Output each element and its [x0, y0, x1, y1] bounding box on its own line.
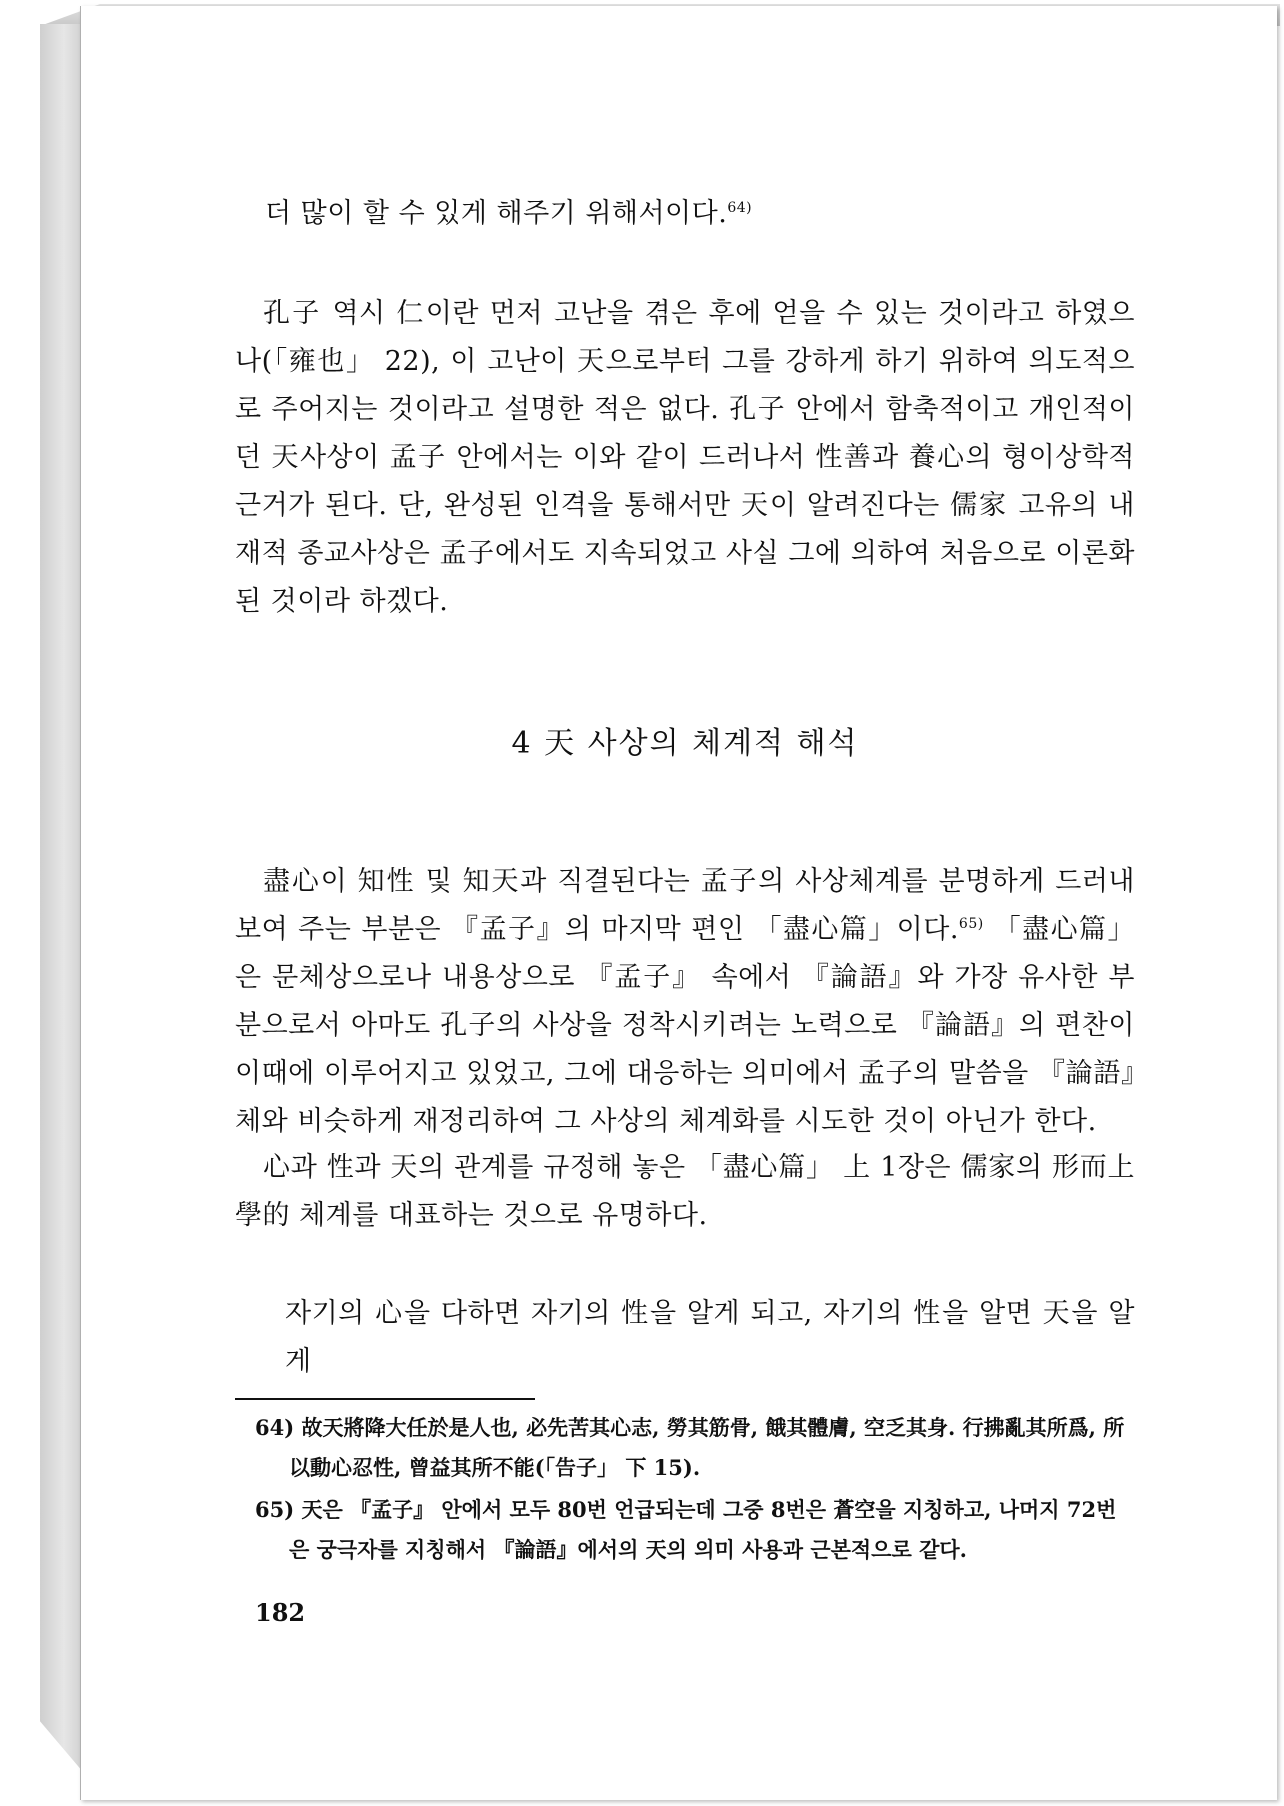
paragraph-metaphysics: [235, 1144, 1135, 1240]
page-number: 182: [255, 1598, 306, 1627]
continuation-paragraph: [235, 190, 1135, 238]
footnote-divider: [235, 1398, 535, 1400]
footnote-65: 65) 天은 『孟子』 안에서 모두 80번 언급되는데 그중 8번은 蒼空을 지칭하고, 나머지 72번은 궁극자를 지칭해서 『論語』에서의 天의 의미 사용과 근본적으로 같다.: [255, 1497, 1117, 1562]
quote-text: 자기의 心을 다하면 자기의 性을 알게 되고, 자기의 性을 알면 天을 알게: [285, 1298, 1135, 1377]
paragraph-4-text: 心과 性과 天의 관계를 규정해 놓은 「盡心篇」 上 1장은 儒家의 形而上學的 체계를 대표하는 것으로 유명하다.: [235, 1152, 1135, 1231]
paragraph-3-part2: 「盡心篇」은 문체상으로나 내용상으로 『孟子』 속에서 『論語』와 가장 유사한 부분으로서 아마도 孔子의 사상을 정착시키려는 노력으로 『論語』의 편찬이 이때에 이루어지고 있었고, 그에 대응하는 의미에서 孟子의 말씀을 『論語』체와 비슷하게 재정리하여 그 사상의 체계화를 시도한 것이 아닌가 한다.: [235, 914, 1135, 1137]
footnote-ref-65: 65): [958, 916, 984, 932]
section-heading: 4 天 사상의 체계적 해석: [511, 726, 859, 761]
footnotes: [255, 1408, 1135, 1570]
paragraph-confucius: [235, 290, 1135, 626]
continuation-text: 더 많이 할 수 있게 해주기 위해서이다.: [265, 198, 728, 229]
paragraph-jinxin: [235, 858, 1135, 1146]
footnote-ref-64: 64): [727, 200, 753, 216]
quotation: [285, 1290, 1135, 1386]
paragraph-3-part1: 盡心이 知性 및 知天과 직결된다는 孟子의 사상체계를 분명하게 드러내 보여 주는 부분은 『孟子』의 마지막 편인 「盡心篇」이다.: [235, 866, 1135, 945]
footnote-64: 64) 故天將降大任於是人也, 必先苦其心志, 勞其筋骨, 餓其體膚, 空乏其身. 行拂亂其所爲, 所以動心忍性, 曾益其所不能(「告子」 下 15).: [255, 1415, 1125, 1480]
paragraph-2-text: 孔子 역시 仁이란 먼저 고난을 겪은 후에 얻을 수 있는 것이라고 하였으나(「雍也」 22), 이 고난이 天으로부터 그를 강하게 하기 위하여 의도적으로 주어지는 것이라고 설명한 적은 없다. 孔子 안에서 함축적이고 개인적이던 天사상이 孟子 안에서는 이와 같이 드러나서 性善과 養心의 형이상학적 근거가 된다. 단, 완성된 인격을 통해서만 天이 알려진다는 儒家 고유의 내재적 종교사상은 孟子에서도 지속되었고 사실 그에 의하여 처음으로 이론화된 것이라 하겠다.: [235, 298, 1135, 617]
